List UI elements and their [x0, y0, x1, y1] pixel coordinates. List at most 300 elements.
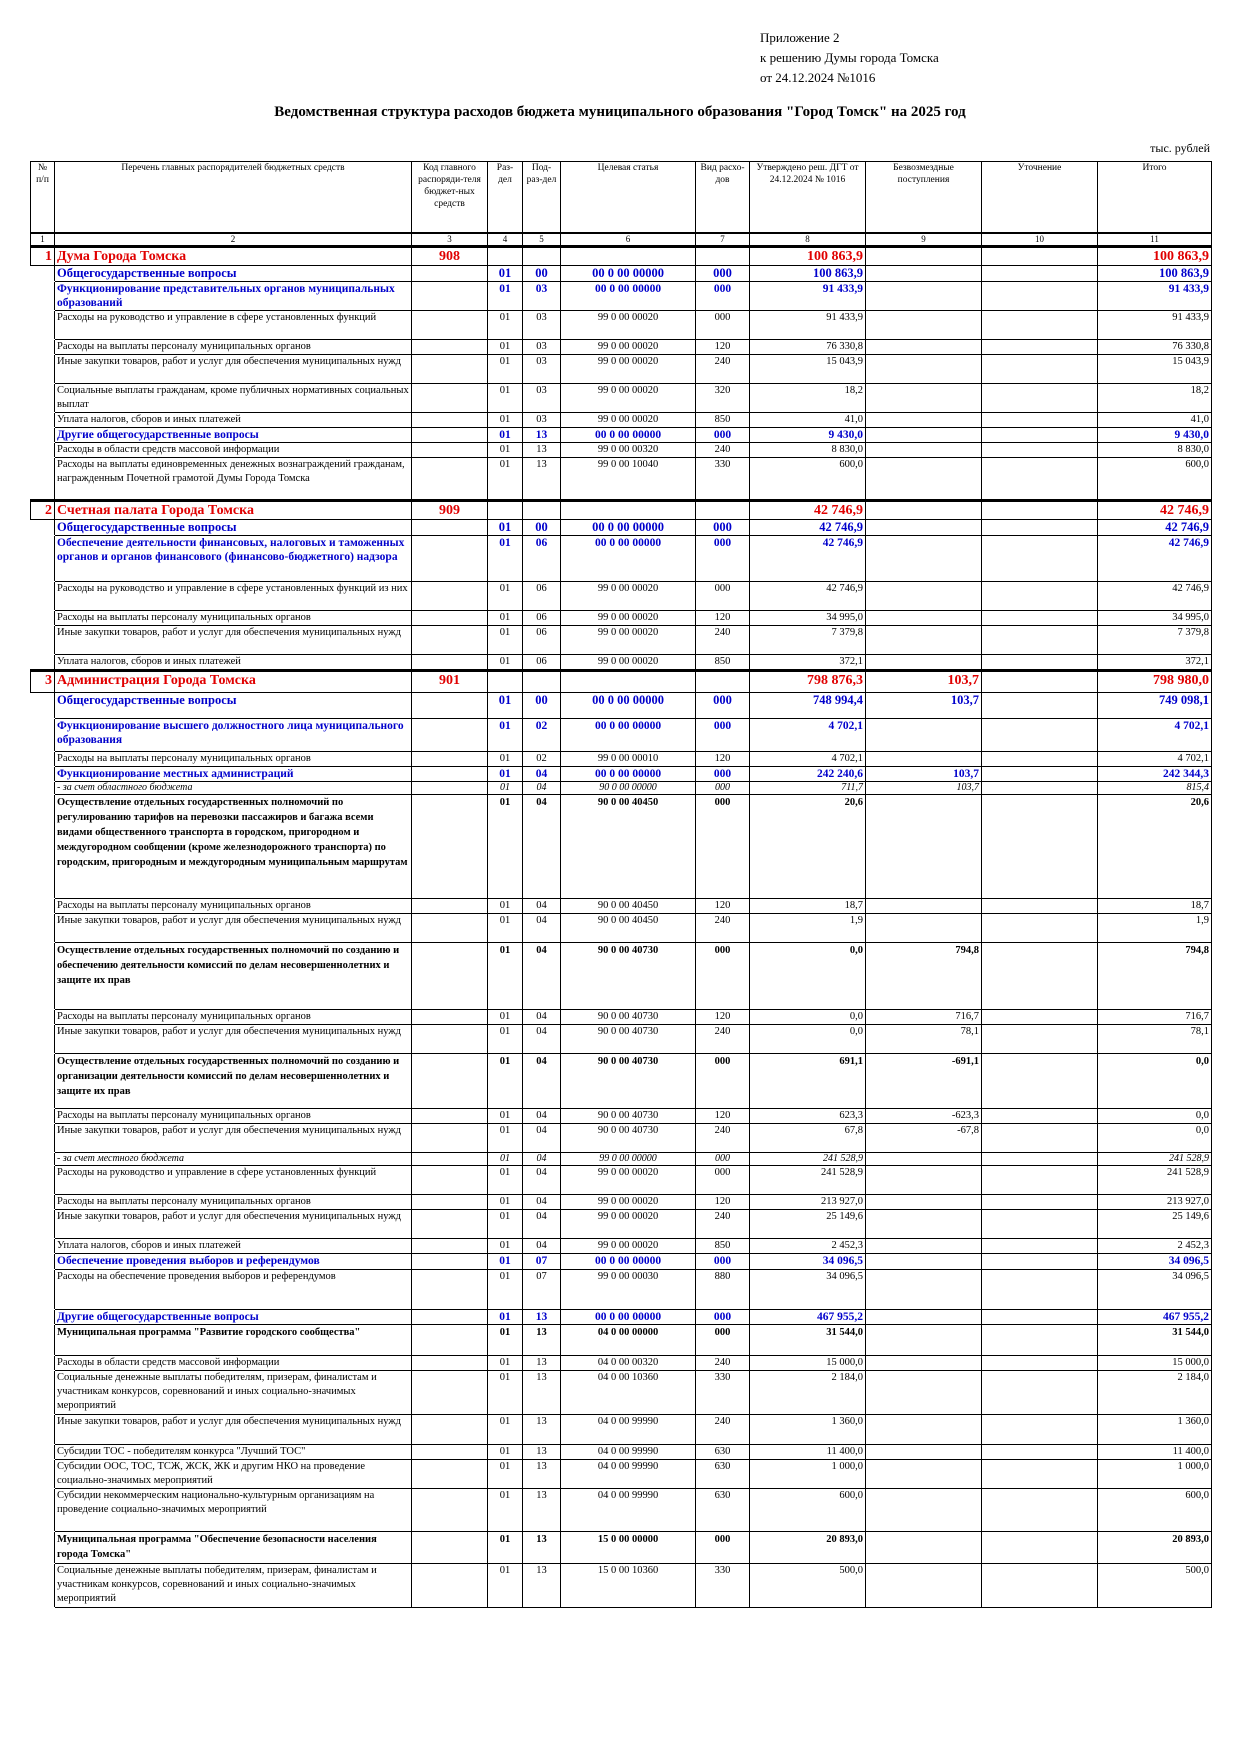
expense-type: 240: [696, 1025, 750, 1054]
expense-type: 850: [696, 655, 750, 671]
table-row: [31, 1532, 1212, 1564]
row-number: [31, 340, 55, 355]
row-name: Расходы на обеспечение проведения выборов и референдумов: [55, 1270, 412, 1310]
target-article: 99 0 00 00020: [561, 355, 696, 384]
table-row: [31, 458, 1212, 501]
total-amount: 11 400,0: [1098, 1445, 1212, 1460]
table-row: [31, 1109, 1212, 1124]
subsection-code: [523, 247, 561, 266]
header-total: Итого: [1098, 162, 1212, 234]
total-amount: 42 746,9: [1098, 501, 1212, 520]
section-code: 01: [488, 1460, 523, 1489]
expense-type: 000: [696, 943, 750, 1010]
grants-amount: [866, 1532, 982, 1564]
target-article: 99 0 00 00020: [561, 1195, 696, 1210]
target-article: 90 0 00 40450: [561, 914, 696, 943]
clarification-amount: [982, 1445, 1098, 1460]
grants-amount: [866, 1153, 982, 1166]
row-number: [31, 1371, 55, 1415]
approved-amount: 372,1: [750, 655, 866, 671]
grants-amount: [866, 355, 982, 384]
subsection-code: 13: [523, 1415, 561, 1445]
recipient-code: [412, 899, 488, 914]
expense-type: 000: [696, 311, 750, 340]
grants-amount: [866, 311, 982, 340]
section-code: [488, 501, 523, 520]
clarification-amount: [982, 340, 1098, 355]
section-code: [488, 247, 523, 266]
table-row: [31, 413, 1212, 428]
recipient-code: [412, 520, 488, 536]
table-row: [31, 501, 1212, 520]
recipient-code: [412, 443, 488, 458]
clarification-amount: [982, 671, 1098, 693]
recipient-code: [412, 384, 488, 413]
table-row: [31, 1124, 1212, 1153]
clarification-amount: [982, 1025, 1098, 1054]
section-code: 01: [488, 536, 523, 582]
row-number: [31, 1270, 55, 1310]
grants-amount: -691,1: [866, 1054, 982, 1109]
total-amount: 0,0: [1098, 1109, 1212, 1124]
subsection-code: 04: [523, 1124, 561, 1153]
approved-amount: 241 528,9: [750, 1153, 866, 1166]
recipient-code: [412, 340, 488, 355]
approved-amount: 241 528,9: [750, 1166, 866, 1195]
clarification-amount: [982, 1254, 1098, 1270]
grants-amount: [866, 655, 982, 671]
table-row: [31, 943, 1212, 1010]
approved-amount: 91 433,9: [750, 282, 866, 311]
row-name: Расходы на руководство и управление в сфере установленных функций: [55, 1166, 412, 1195]
recipient-code: [412, 693, 488, 719]
recipient-code: [412, 536, 488, 582]
table-row: [31, 767, 1212, 782]
row-name: Расходы на руководство и управление в сфере установленных функций: [55, 311, 412, 340]
section-code: 01: [488, 1325, 523, 1356]
subsection-code: 06: [523, 582, 561, 611]
row-number: [31, 1254, 55, 1270]
target-article: 99 0 00 00020: [561, 311, 696, 340]
clarification-amount: [982, 1371, 1098, 1415]
row-name: Социальные денежные выплаты победителям, призерам, финалистам и участникам конкурсов, соревнований и иных социально-значимых мероприятий: [55, 1371, 412, 1415]
row-name: Социальные денежные выплаты победителям, призерам, финалистам и участникам конкурсов, соревнований и иных социально-значимых мероприятий: [55, 1564, 412, 1608]
total-amount: 18,7: [1098, 899, 1212, 914]
approved-amount: 67,8: [750, 1124, 866, 1153]
expense-type: 000: [696, 795, 750, 899]
grants-amount: 716,7: [866, 1010, 982, 1025]
approved-amount: 11 400,0: [750, 1445, 866, 1460]
target-article: 00 0 00 00000: [561, 520, 696, 536]
recipient-code: [412, 1124, 488, 1153]
row-number: [31, 795, 55, 899]
row-number: [31, 752, 55, 767]
target-article: 90 0 00 00000: [561, 782, 696, 795]
clarification-amount: [982, 520, 1098, 536]
approved-amount: 15 000,0: [750, 1356, 866, 1371]
expense-type: 330: [696, 1564, 750, 1608]
subsection-code: 02: [523, 752, 561, 767]
expense-type: 000: [696, 1325, 750, 1356]
recipient-code: [412, 1239, 488, 1254]
section-code: 01: [488, 767, 523, 782]
approved-amount: 42 746,9: [750, 582, 866, 611]
grants-amount: [866, 536, 982, 582]
section-code: 01: [488, 1054, 523, 1109]
total-amount: 78,1: [1098, 1025, 1212, 1054]
target-article: 90 0 00 40450: [561, 795, 696, 899]
recipient-code: [412, 1325, 488, 1356]
recipient-code: [412, 311, 488, 340]
row-number: [31, 914, 55, 943]
table-row: [31, 428, 1212, 443]
approved-amount: 242 240,6: [750, 767, 866, 782]
clarification-amount: [982, 611, 1098, 626]
approved-amount: 42 746,9: [750, 520, 866, 536]
recipient-code: [412, 1109, 488, 1124]
grants-amount: [866, 266, 982, 282]
target-article: 99 0 00 00020: [561, 582, 696, 611]
recipient-code: [412, 1254, 488, 1270]
target-article: 90 0 00 40730: [561, 943, 696, 1010]
row-number: [31, 1025, 55, 1054]
table-row: [31, 1054, 1212, 1109]
approved-amount: 18,2: [750, 384, 866, 413]
column-number: 10: [982, 233, 1098, 247]
clarification-amount: [982, 767, 1098, 782]
grants-amount: [866, 1325, 982, 1356]
expense-type: 320: [696, 384, 750, 413]
row-number: [31, 520, 55, 536]
section-code: 01: [488, 795, 523, 899]
subsection-code: 06: [523, 536, 561, 582]
target-article: 04 0 00 00320: [561, 1356, 696, 1371]
appendix-line-3: от 24.12.2024 №1016: [760, 70, 876, 85]
approved-amount: 76 330,8: [750, 340, 866, 355]
clarification-amount: [982, 655, 1098, 671]
row-number: [31, 1239, 55, 1254]
section-code: 01: [488, 582, 523, 611]
total-amount: 749 098,1: [1098, 693, 1212, 719]
approved-amount: 623,3: [750, 1109, 866, 1124]
total-amount: 600,0: [1098, 1489, 1212, 1532]
row-number: [31, 536, 55, 582]
section-code: 01: [488, 655, 523, 671]
clarification-amount: [982, 1109, 1098, 1124]
row-name: Общегосударственные вопросы: [55, 693, 412, 719]
table-row: [31, 247, 1212, 266]
expense-type: 000: [696, 782, 750, 795]
row-number: [31, 1153, 55, 1166]
total-amount: 31 544,0: [1098, 1325, 1212, 1356]
row-name: Расходы на выплаты персоналу муниципальных органов: [55, 1195, 412, 1210]
approved-amount: 31 544,0: [750, 1325, 866, 1356]
section-code: 01: [488, 1109, 523, 1124]
recipient-code: [412, 1460, 488, 1489]
row-name: Иные закупки товаров, работ и услуг для обеспечения муниципальных нужд: [55, 1124, 412, 1153]
expense-type: 000: [696, 1166, 750, 1195]
row-number: [31, 767, 55, 782]
expense-type: 120: [696, 611, 750, 626]
expense-type: 240: [696, 1210, 750, 1239]
target-article: 99 0 00 00320: [561, 443, 696, 458]
recipient-code: [412, 914, 488, 943]
expense-type: [696, 247, 750, 266]
table-row: [31, 582, 1212, 611]
row-name: Расходы на выплаты единовременных денежных вознаграждений гражданам, награжденным Почетной грамотой Думы Города Томска: [55, 458, 412, 501]
recipient-code: [412, 582, 488, 611]
recipient-code: [412, 282, 488, 311]
clarification-amount: [982, 311, 1098, 340]
clarification-amount: [982, 899, 1098, 914]
row-number: [31, 611, 55, 626]
approved-amount: 0,0: [750, 1010, 866, 1025]
expense-type: 330: [696, 1371, 750, 1415]
grants-amount: 78,1: [866, 1025, 982, 1054]
subsection-code: 13: [523, 1371, 561, 1415]
subsection-code: 13: [523, 1325, 561, 1356]
target-article: 99 0 00 00020: [561, 626, 696, 655]
section-code: 01: [488, 311, 523, 340]
clarification-amount: [982, 443, 1098, 458]
clarification-amount: [982, 384, 1098, 413]
row-name: Другие общегосударственные вопросы: [55, 428, 412, 443]
header-code: Код главного распоряди-теля бюджет-ных средств: [412, 162, 488, 234]
row-name: Расходы на выплаты персоналу муниципальных органов: [55, 340, 412, 355]
recipient-code: [412, 795, 488, 899]
section-code: 01: [488, 1195, 523, 1210]
expense-type: 240: [696, 914, 750, 943]
row-number: [31, 1415, 55, 1445]
recipient-code: [412, 1010, 488, 1025]
total-amount: 1,9: [1098, 914, 1212, 943]
header-section: Раз-дел: [488, 162, 523, 234]
subsection-code: 04: [523, 1239, 561, 1254]
target-article: 15 0 00 10360: [561, 1564, 696, 1608]
recipient-code: [412, 767, 488, 782]
column-number-row: [31, 233, 1212, 247]
section-code: 01: [488, 611, 523, 626]
total-amount: 34 995,0: [1098, 611, 1212, 626]
target-article: 00 0 00 00000: [561, 719, 696, 752]
recipient-code: 901: [412, 671, 488, 693]
section-code: 01: [488, 1254, 523, 1270]
row-name: Счетная палата Города Томска: [55, 501, 412, 520]
clarification-amount: [982, 1210, 1098, 1239]
recipient-code: [412, 1445, 488, 1460]
recipient-code: [412, 1270, 488, 1310]
document-title: Ведомственная структура расходов бюджета муниципального образования "Город Томск" на 2025 год: [274, 104, 966, 120]
total-amount: 8 830,0: [1098, 443, 1212, 458]
approved-amount: 7 379,8: [750, 626, 866, 655]
row-number: [31, 384, 55, 413]
approved-amount: 34 995,0: [750, 611, 866, 626]
subsection-code: 04: [523, 782, 561, 795]
expense-type: 120: [696, 1010, 750, 1025]
target-article: 99 0 00 10040: [561, 458, 696, 501]
row-name: Расходы в области средств массовой информации: [55, 443, 412, 458]
clarification-amount: [982, 1195, 1098, 1210]
clarification-amount: [982, 266, 1098, 282]
section-code: 01: [488, 1270, 523, 1310]
column-number: 7: [696, 233, 750, 247]
total-amount: 42 746,9: [1098, 520, 1212, 536]
clarification-amount: [982, 795, 1098, 899]
expense-type: 000: [696, 282, 750, 311]
subsection-code: 13: [523, 1310, 561, 1325]
clarification-amount: [982, 1124, 1098, 1153]
row-name: Обеспечение проведения выборов и референдумов: [55, 1254, 412, 1270]
approved-amount: 467 955,2: [750, 1310, 866, 1325]
section-code: 01: [488, 458, 523, 501]
subsection-code: 04: [523, 1153, 561, 1166]
recipient-code: [412, 1564, 488, 1608]
approved-amount: 100 863,9: [750, 266, 866, 282]
target-article: 99 0 00 00020: [561, 611, 696, 626]
grants-amount: [866, 1239, 982, 1254]
grants-amount: [866, 428, 982, 443]
row-number: [31, 1166, 55, 1195]
grants-amount: [866, 719, 982, 752]
subsection-code: 04: [523, 943, 561, 1010]
total-amount: 34 096,5: [1098, 1270, 1212, 1310]
expense-type: 000: [696, 767, 750, 782]
grants-amount: [866, 1195, 982, 1210]
units-label: тыс. рублей: [1150, 141, 1210, 155]
total-amount: 241 528,9: [1098, 1166, 1212, 1195]
grants-amount: [866, 340, 982, 355]
table-row: [31, 671, 1212, 693]
subsection-code: [523, 671, 561, 693]
row-name: Уплата налогов, сборов и иных платежей: [55, 413, 412, 428]
grants-amount: 794,8: [866, 943, 982, 1010]
table-row: [31, 693, 1212, 719]
subsection-code: 04: [523, 1054, 561, 1109]
table-row: [31, 719, 1212, 752]
recipient-code: 908: [412, 247, 488, 266]
approved-amount: 42 746,9: [750, 501, 866, 520]
grants-amount: [866, 1270, 982, 1310]
approved-amount: 20 893,0: [750, 1532, 866, 1564]
row-name: Расходы на выплаты персоналу муниципальных органов: [55, 1010, 412, 1025]
column-number: 8: [750, 233, 866, 247]
target-article: 99 0 00 00000: [561, 1153, 696, 1166]
subsection-code: 07: [523, 1254, 561, 1270]
target-article: 90 0 00 40730: [561, 1124, 696, 1153]
expense-type: 120: [696, 899, 750, 914]
total-amount: 2 452,3: [1098, 1239, 1212, 1254]
approved-amount: 0,0: [750, 1025, 866, 1054]
grants-amount: [866, 1356, 982, 1371]
row-name: Обеспечение деятельности финансовых, налоговых и таможенных органов и органов финансового (финансово-бюджетного) надзора: [55, 536, 412, 582]
recipient-code: [412, 1310, 488, 1325]
clarification-amount: [982, 282, 1098, 311]
row-name: Осуществление отдельных государственных полномочий по регулированию тарифов на перевозки пассажиров и багажа всеми видами общественного транспорта в городском, пригородном и междугородном сообщении (кроме железнодорожного транспорта) по городским, пригородным и междугородным муниципальным маршрутам: [55, 795, 412, 899]
row-name: Иные закупки товаров, работ и услуг для обеспечения муниципальных нужд: [55, 1025, 412, 1054]
table-row: [31, 1166, 1212, 1195]
subsection-code: 04: [523, 1109, 561, 1124]
row-number: [31, 266, 55, 282]
subsection-code: 13: [523, 1564, 561, 1608]
row-number: [31, 413, 55, 428]
clarification-amount: [982, 355, 1098, 384]
header-clarification: Уточнение: [982, 162, 1098, 234]
header-grants: Безвозмездные поступления: [866, 162, 982, 234]
row-number: 3: [31, 671, 55, 693]
section-code: 01: [488, 1371, 523, 1415]
subsection-code: 00: [523, 693, 561, 719]
row-name: Расходы на руководство и управление в сфере установленных функций из них: [55, 582, 412, 611]
grants-amount: [866, 626, 982, 655]
grants-amount: [866, 413, 982, 428]
table-row: [31, 311, 1212, 340]
section-code: 01: [488, 443, 523, 458]
subsection-code: 06: [523, 626, 561, 655]
grants-amount: [866, 520, 982, 536]
row-number: 2: [31, 501, 55, 520]
section-code: 01: [488, 1445, 523, 1460]
total-amount: 20,6: [1098, 795, 1212, 899]
recipient-code: [412, 458, 488, 501]
total-amount: 500,0: [1098, 1564, 1212, 1608]
row-name: Субсидии некоммерческим национально-культурным организациям на проведение социально-значимых мероприятий: [55, 1489, 412, 1532]
clarification-amount: [982, 1325, 1098, 1356]
target-article: 04 0 00 00000: [561, 1325, 696, 1356]
table-row: [31, 1270, 1212, 1310]
table-row: [31, 782, 1212, 795]
section-code: 01: [488, 355, 523, 384]
subsection-code: 13: [523, 458, 561, 501]
row-number: [31, 458, 55, 501]
subsection-code: 13: [523, 428, 561, 443]
clarification-amount: [982, 247, 1098, 266]
approved-amount: 1,9: [750, 914, 866, 943]
expense-type: 240: [696, 626, 750, 655]
table-row: [31, 1010, 1212, 1025]
row-number: [31, 1564, 55, 1608]
target-article: 00 0 00 00000: [561, 282, 696, 311]
subsection-code: 06: [523, 655, 561, 671]
total-amount: 600,0: [1098, 458, 1212, 501]
clarification-amount: [982, 1270, 1098, 1310]
total-amount: 76 330,8: [1098, 340, 1212, 355]
section-code: 01: [488, 943, 523, 1010]
row-name: Расходы на выплаты персоналу муниципальных органов: [55, 752, 412, 767]
row-number: [31, 1010, 55, 1025]
clarification-amount: [982, 782, 1098, 795]
total-amount: 0,0: [1098, 1124, 1212, 1153]
section-code: 01: [488, 1239, 523, 1254]
clarification-amount: [982, 1010, 1098, 1025]
grants-amount: [866, 1210, 982, 1239]
total-amount: 34 096,5: [1098, 1254, 1212, 1270]
subsection-code: 06: [523, 611, 561, 626]
total-amount: 100 863,9: [1098, 266, 1212, 282]
clarification-amount: [982, 1239, 1098, 1254]
approved-amount: 8 830,0: [750, 443, 866, 458]
row-name: Муниципальная программа "Обеспечение безопасности населения города Томска": [55, 1532, 412, 1564]
row-name: - за счет областного бюджета: [55, 782, 412, 795]
subsection-code: 13: [523, 1489, 561, 1532]
row-name: Другие общегосударственные вопросы: [55, 1310, 412, 1325]
subsection-code: [523, 501, 561, 520]
row-number: [31, 582, 55, 611]
recipient-code: 909: [412, 501, 488, 520]
section-code: 01: [488, 719, 523, 752]
grants-amount: [866, 443, 982, 458]
recipient-code: [412, 782, 488, 795]
expense-type: 240: [696, 1124, 750, 1153]
